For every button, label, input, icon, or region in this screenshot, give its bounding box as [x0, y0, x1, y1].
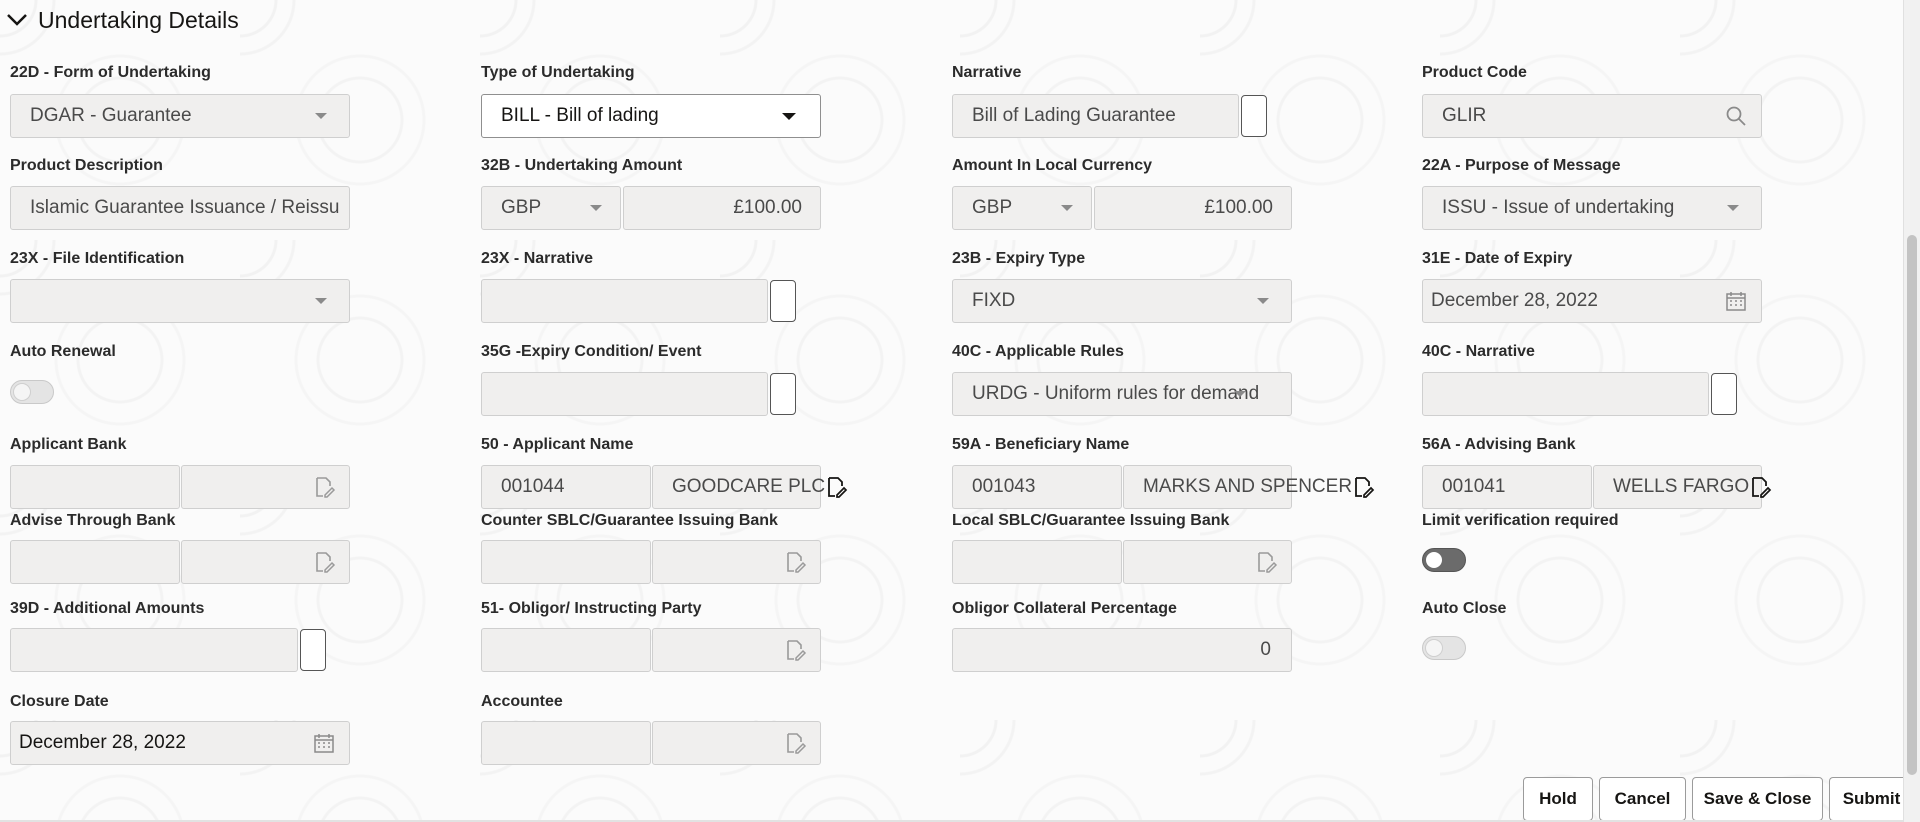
- advise-through-bank-code-input[interactable]: [10, 540, 180, 584]
- counter-sblc-bank-label: Counter SBLC/Guarantee Issuing Bank: [481, 512, 778, 529]
- accountee-code-input[interactable]: [481, 721, 651, 765]
- product-code-label: Product Code: [1422, 64, 1527, 81]
- auto-close-toggle[interactable]: [1422, 636, 1466, 660]
- product-description-input[interactable]: [10, 186, 350, 230]
- beneficiary-name-value: MARKS AND SPENCER: [1143, 476, 1353, 497]
- purpose-of-message-label: 22A - Purpose of Message: [1422, 157, 1621, 174]
- narrative-40c-label: 40C - Narrative: [1422, 343, 1535, 360]
- edit-document-icon[interactable]: [784, 551, 806, 573]
- save-close-button[interactable]: Save & Close: [1692, 777, 1823, 821]
- edit-document-icon[interactable]: [1352, 476, 1374, 498]
- product-code-value: GLIR: [1442, 105, 1487, 126]
- expiry-condition-expand-button[interactable]: [770, 373, 796, 415]
- narrative-label: Narrative: [952, 64, 1022, 81]
- expiry-type-label: 23B - Expiry Type: [952, 250, 1086, 267]
- limit-verification-label: Limit verification required: [1422, 512, 1619, 529]
- beneficiary-name-input[interactable]: [1123, 465, 1353, 509]
- file-identification-label: 23X - File Identification: [10, 250, 185, 267]
- auto-renewal-toggle[interactable]: [10, 380, 54, 404]
- narrative-23x-input[interactable]: [481, 279, 768, 323]
- beneficiary-name-label: 59A - Beneficiary Name: [952, 436, 1130, 453]
- caret-down-icon: [315, 298, 327, 304]
- advising-bank-name-value: WELLS FARGO: [1613, 476, 1750, 497]
- expiry-condition-input[interactable]: [481, 372, 768, 416]
- caret-down-icon: [782, 113, 796, 120]
- date-of-expiry-value: December 28, 2022: [1431, 290, 1598, 311]
- chevron-down-icon: [4, 9, 30, 31]
- purpose-of-message-value: ISSU - Issue of undertaking: [1442, 197, 1675, 218]
- closure-date-input[interactable]: [10, 721, 350, 765]
- undertaking-currency-select[interactable]: [481, 186, 621, 230]
- local-sblc-bank-label: Local SBLC/Guarantee Issuing Bank: [952, 512, 1230, 529]
- beneficiary-code-input[interactable]: [952, 465, 1122, 509]
- search-icon[interactable]: [1725, 105, 1747, 127]
- applicant-bank-code-input[interactable]: [10, 465, 180, 509]
- narrative-23x-expand-button[interactable]: [770, 280, 796, 322]
- type-of-undertaking-select[interactable]: [481, 94, 821, 138]
- accountee-label: Accountee: [481, 693, 563, 710]
- undertaking-amount-label: 32B - Undertaking Amount: [481, 157, 683, 174]
- advise-through-bank-label: Advise Through Bank: [10, 512, 176, 529]
- local-sblc-bank-name-input[interactable]: [1123, 540, 1292, 584]
- beneficiary-code-value: 001043: [972, 476, 1036, 497]
- auto-renewal-label: Auto Renewal: [10, 343, 116, 360]
- advise-through-bank-name-input[interactable]: [181, 540, 350, 584]
- form-of-undertaking-value: DGAR - Guarantee: [30, 105, 192, 126]
- undertaking-amount-input[interactable]: [623, 186, 821, 230]
- auto-close-label: Auto Close: [1422, 600, 1507, 617]
- calendar-icon[interactable]: [1725, 290, 1747, 312]
- date-of-expiry-label: 31E - Date of Expiry: [1422, 250, 1573, 267]
- caret-down-icon: [1234, 391, 1246, 397]
- counter-sblc-bank-name-input[interactable]: [652, 540, 821, 584]
- undertaking-currency-value: GBP: [501, 197, 542, 218]
- applicant-bank-label: Applicant Bank: [10, 436, 127, 453]
- caret-down-icon: [1061, 205, 1073, 211]
- amount-local-currency-label: Amount In Local Currency: [952, 157, 1153, 174]
- edit-document-icon[interactable]: [784, 639, 806, 661]
- applicant-name-value: GOODCARE PLC: [672, 476, 826, 497]
- edit-document-icon[interactable]: [313, 551, 335, 573]
- local-currency-select[interactable]: [952, 186, 1092, 230]
- applicable-rules-label: 40C - Applicable Rules: [952, 343, 1124, 360]
- scrollbar-thumb[interactable]: [1907, 235, 1917, 775]
- obligor-name-input[interactable]: [652, 628, 821, 672]
- type-of-undertaking-label: Type of Undertaking: [481, 64, 635, 81]
- date-of-expiry-input[interactable]: [1422, 279, 1762, 323]
- caret-down-icon: [1257, 298, 1269, 304]
- obligor-label: 51- Obligor/ Instructing Party: [481, 600, 702, 617]
- obligor-code-input[interactable]: [481, 628, 651, 672]
- calendar-icon[interactable]: [313, 732, 335, 754]
- edit-document-icon[interactable]: [1749, 476, 1771, 498]
- local-amount-input[interactable]: [1094, 186, 1292, 230]
- advising-bank-name-input[interactable]: [1593, 465, 1762, 509]
- applicant-name-input[interactable]: [652, 465, 826, 509]
- applicable-rules-value: URDG - Uniform rules for demand: [972, 383, 1260, 404]
- limit-verification-toggle[interactable]: [1422, 548, 1466, 572]
- closure-date-label: Closure Date: [10, 693, 109, 710]
- applicant-code-value: 001044: [501, 476, 565, 497]
- advising-bank-code-input[interactable]: [1422, 465, 1592, 509]
- vertical-scrollbar[interactable]: [1903, 0, 1920, 822]
- product-description-value: Islamic Guarantee Issuance / Reissu: [30, 197, 340, 218]
- obligor-collateral-label: Obligor Collateral Percentage: [952, 600, 1177, 617]
- form-of-undertaking-select[interactable]: [10, 94, 350, 138]
- caret-down-icon: [1727, 205, 1739, 211]
- type-of-undertaking-value: BILL - Bill of lading: [501, 105, 659, 126]
- narrative-40c-expand-button[interactable]: [1711, 373, 1737, 415]
- applicable-rules-select[interactable]: [952, 372, 1292, 416]
- obligor-collateral-value: 0: [1260, 639, 1271, 660]
- obligor-collateral-input[interactable]: [952, 628, 1292, 672]
- product-description-label: Product Description: [10, 157, 163, 174]
- advising-bank-label: 56A - Advising Bank: [1422, 436, 1576, 453]
- local-currency-value: GBP: [972, 197, 1013, 218]
- narrative-value: Bill of Lading Guarantee: [972, 105, 1176, 126]
- form-of-undertaking-label: 22D - Form of Undertaking: [10, 64, 211, 81]
- applicant-code-input[interactable]: [481, 465, 651, 509]
- edit-document-icon[interactable]: [825, 476, 847, 498]
- expiry-condition-label: 35G -Expiry Condition/ Event: [481, 343, 702, 360]
- undertaking-amount-value: £100.00: [733, 197, 802, 218]
- applicant-name-label: 50 - Applicant Name: [481, 436, 634, 453]
- additional-amounts-label: 39D - Additional Amounts: [10, 600, 205, 617]
- accountee-name-input[interactable]: [652, 721, 821, 765]
- caret-down-icon: [315, 113, 327, 119]
- advising-bank-code-value: 001041: [1442, 476, 1506, 497]
- additional-amounts-input[interactable]: [10, 628, 298, 672]
- edit-document-icon[interactable]: [1255, 551, 1277, 573]
- additional-amounts-expand-button[interactable]: [300, 629, 326, 671]
- narrative-23x-label: 23X - Narrative: [481, 250, 594, 267]
- section-title: Undertaking Details: [38, 6, 239, 33]
- narrative-40c-input[interactable]: [1422, 372, 1709, 416]
- submit-button[interactable]: Submit: [1829, 777, 1913, 821]
- file-identification-select[interactable]: [10, 279, 350, 323]
- edit-document-icon[interactable]: [784, 732, 806, 754]
- local-amount-value: £100.00: [1204, 197, 1273, 218]
- cancel-button[interactable]: Cancel: [1599, 777, 1686, 821]
- expiry-type-select[interactable]: [952, 279, 1292, 323]
- hold-button[interactable]: Hold: [1523, 777, 1593, 821]
- narrative-input[interactable]: [952, 94, 1239, 138]
- purpose-of-message-select[interactable]: [1422, 186, 1762, 230]
- applicant-bank-name-input[interactable]: [181, 465, 350, 509]
- section-header-undertaking-details[interactable]: [4, 6, 239, 34]
- local-sblc-bank-code-input[interactable]: [952, 540, 1122, 584]
- product-code-input[interactable]: [1422, 94, 1762, 138]
- caret-down-icon: [590, 205, 602, 211]
- edit-document-icon[interactable]: [313, 476, 335, 498]
- closure-date-value: December 28, 2022: [19, 732, 186, 753]
- narrative-expand-button[interactable]: [1241, 95, 1267, 137]
- expiry-type-value: FIXD: [972, 290, 1016, 311]
- counter-sblc-bank-code-input[interactable]: [481, 540, 651, 584]
